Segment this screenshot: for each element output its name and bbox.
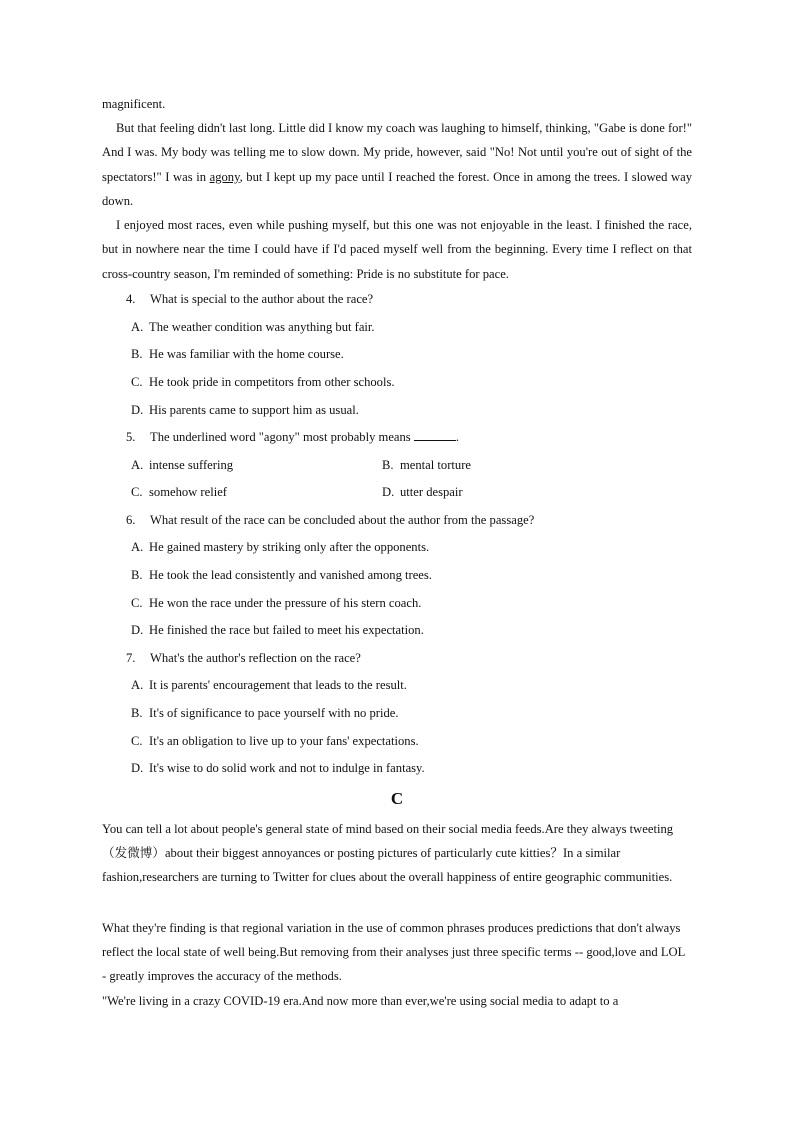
- option-5a: [131, 457, 233, 473]
- question-5: [126, 429, 459, 445]
- option-text: mental torture: [400, 458, 471, 472]
- option-text: He took pride in competitors from other schools.: [149, 375, 395, 389]
- option-letter: C.: [131, 596, 143, 610]
- option-letter: A.: [131, 540, 144, 554]
- option-letter: C.: [131, 485, 143, 499]
- option-4c: [131, 374, 395, 390]
- passage-text: magnificent.: [102, 97, 166, 111]
- question-number: 6.: [126, 513, 136, 527]
- section-heading-c: C: [390, 789, 404, 808]
- question-number: 4.: [126, 292, 136, 306]
- question-stem: What result of the race can be concluded about the author from the passage?: [150, 513, 535, 527]
- option-text: It's of significance to pace yourself with no pride.: [149, 706, 399, 720]
- passage-paragraph-2: [102, 213, 692, 286]
- option-letter: A.: [131, 320, 144, 334]
- section-c-paragraph-1: [102, 817, 690, 890]
- option-6d: [131, 622, 424, 638]
- question-number: 7.: [126, 651, 136, 665]
- passage-line-magnificent: [102, 92, 692, 116]
- option-text: He took the lead consistently and vanished among trees.: [149, 568, 432, 582]
- question-stem: The underlined word "agony" most probably means: [150, 430, 411, 444]
- option-letter: C.: [131, 734, 143, 748]
- passage-text: "We're living in a crazy COVID-19 era.And now more than ever,we're using social media to adapt to a: [102, 994, 619, 1008]
- passage-paragraph-1: [102, 116, 692, 214]
- option-letter: C.: [131, 375, 143, 389]
- underlined-word-agony: agony: [209, 169, 240, 184]
- option-letter: B.: [131, 347, 143, 361]
- option-letter: A.: [131, 678, 144, 692]
- passage-text: What they're finding is that regional variation in the use of common phrases produces predictions that don't always reflect the local state of well being.But removing from their analyses just three specific terms -- good,love and LOL - greatly improves the accuracy of the methods.: [102, 921, 685, 984]
- passage-text: You can tell a lot about people's general state of mind based on their social media feeds.Are they always tweeting（发微博）about their biggest annoyances or posting pictures of particularly cute kitties？In a similar fashion,researchers are turning to Twitter for clues about the overall happiness of entire geographic communities.: [102, 822, 674, 885]
- passage-text: I enjoyed most races, even while pushing myself, but this one was not enjoyable in the least. I finished the race, but in nowhere near the time I could have if I'd paced myself well from the beginning. Every time I reflect on that cross-country season, I'm reminded of something: Pride is no substitute for pace.: [102, 218, 692, 281]
- option-text: It's an obligation to live up to your fans' expectations.: [149, 734, 419, 748]
- option-letter: D.: [382, 485, 395, 499]
- question-4: [126, 291, 373, 307]
- option-text: utter despair: [400, 485, 463, 499]
- option-6c: [131, 595, 421, 611]
- passage-text: , but I kept up my pace until I reached the forest. Once in among the trees. I slowed way down.: [102, 169, 692, 209]
- option-6b: [131, 567, 432, 583]
- section-c-paragraph-2: [102, 916, 690, 989]
- option-7c: [131, 733, 419, 749]
- option-7a: [131, 677, 407, 693]
- option-4d: [131, 402, 359, 418]
- option-letter: D.: [131, 623, 144, 637]
- option-text: He was familiar with the home course.: [149, 347, 344, 361]
- option-letter: D.: [131, 403, 144, 417]
- option-6a: [131, 539, 429, 555]
- option-letter: D.: [131, 761, 144, 775]
- passage-text: But that feeling didn't last long. Little did I know my coach was laughing to himself, thinking, "Gabe is done for!" And I was. My body was telling me to slow down. My pride, however, said "No! Not until you're out of sight of the spectators!" I was in: [102, 121, 692, 184]
- option-7d: [131, 760, 425, 776]
- question-6: [126, 512, 534, 528]
- option-text: His parents came to support him as usual.: [149, 403, 359, 417]
- option-text: intense suffering: [149, 458, 234, 472]
- option-text: He gained mastery by striking only after the opponents.: [149, 540, 430, 554]
- option-text: It's wise to do solid work and not to indulge in fantasy.: [149, 761, 425, 775]
- option-letter: A.: [131, 458, 144, 472]
- option-5d: [382, 484, 463, 500]
- option-letter: B.: [382, 458, 394, 472]
- option-text: He won the race under the pressure of his stern coach.: [149, 596, 422, 610]
- question-7: [126, 650, 361, 666]
- answer-blank: [414, 430, 456, 441]
- question-stem: What's the author's reflection on the race?: [150, 651, 361, 665]
- option-text: It is parents' encouragement that leads to the result.: [149, 678, 407, 692]
- option-letter: B.: [131, 568, 143, 582]
- option-letter: B.: [131, 706, 143, 720]
- question-stem-end: .: [455, 430, 460, 444]
- option-5c: [131, 484, 227, 500]
- option-text: somehow relief: [149, 485, 227, 499]
- question-number: 5.: [126, 430, 136, 444]
- question-stem: What is special to the author about the race?: [150, 292, 374, 306]
- option-7b: [131, 705, 399, 721]
- option-5b: [382, 457, 471, 473]
- option-text: He finished the race but failed to meet his expectation.: [149, 623, 424, 637]
- option-4a: [131, 319, 375, 335]
- option-4b: [131, 346, 344, 362]
- section-c-paragraph-3: [102, 989, 690, 1013]
- option-text: The weather condition was anything but fair.: [149, 320, 375, 334]
